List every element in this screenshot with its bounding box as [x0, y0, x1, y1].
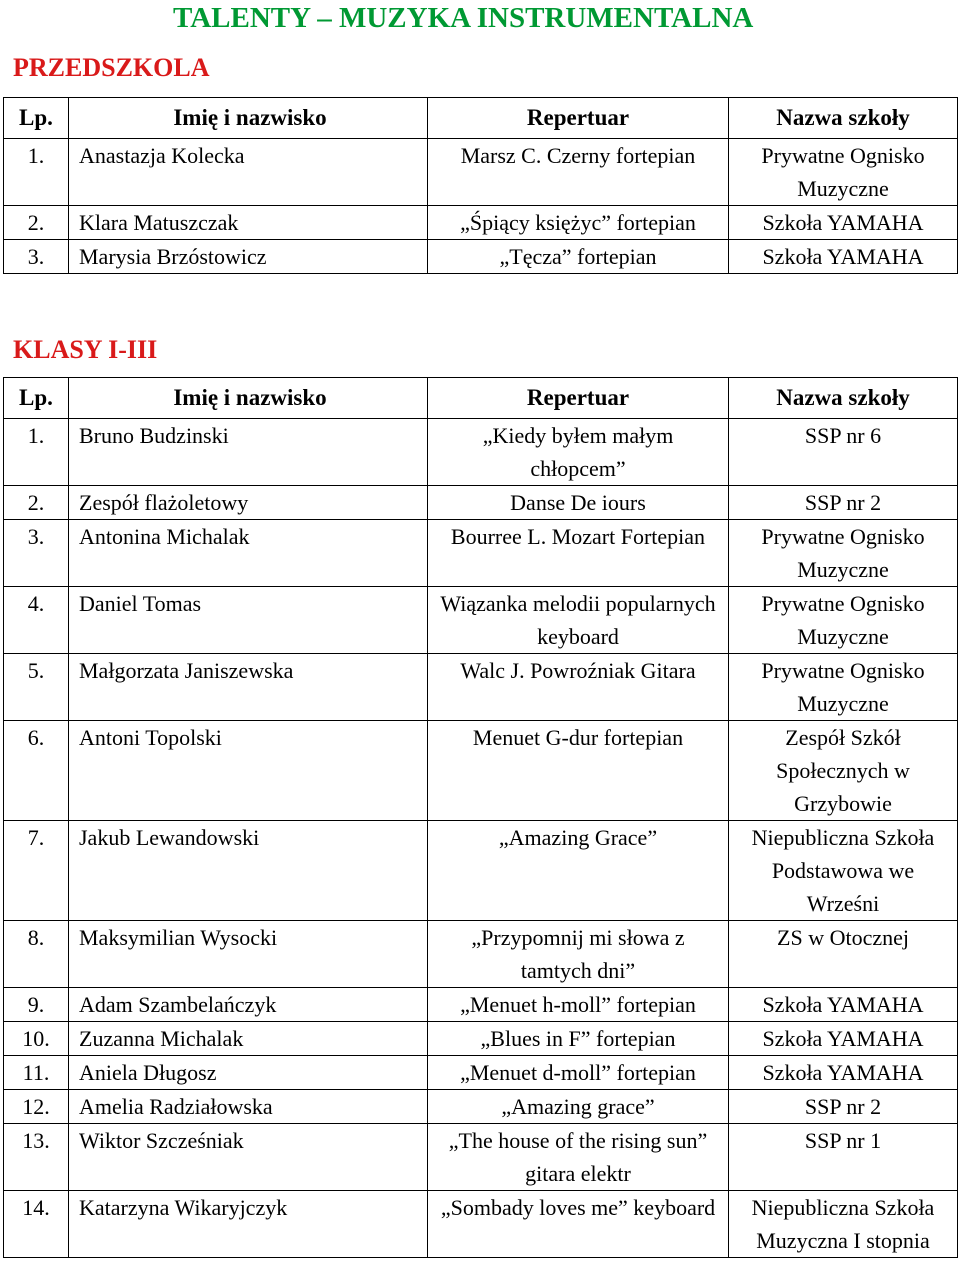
table-row [4, 1022, 958, 1056]
cell-name: Antoni Topolski [69, 721, 428, 821]
cell-school: Zespół Szkół Społecznych w Grzybowie [729, 721, 958, 821]
cell-repertoire: Wiązanka melodii popularnych keyboard [428, 587, 729, 654]
cell-lp: 7. [4, 821, 69, 921]
cell-name: Antonina Michalak [69, 520, 428, 587]
cell-repertoire: „Sombady loves me” keyboard [428, 1191, 729, 1258]
header-repertoire: Repertuar [428, 98, 729, 139]
cell-school: Szkoła YAMAHA [729, 988, 958, 1022]
table-row [4, 1090, 958, 1124]
cell-repertoire: „Kiedy byłem małym chłopcem” [428, 419, 729, 486]
cell-name: Anastazja Kolecka [69, 139, 428, 206]
cell-name: Katarzyna Wikaryjczyk [69, 1191, 428, 1258]
cell-lp: 12. [4, 1090, 69, 1124]
table-przedszkola [3, 97, 958, 274]
table-row [4, 206, 958, 240]
cell-name: Klara Matuszczak [69, 206, 428, 240]
cell-repertoire: „Tęcza” fortepian [428, 240, 729, 274]
header-name: Imię i nazwisko [69, 98, 428, 139]
cell-name: Daniel Tomas [69, 587, 428, 654]
table-row [4, 721, 958, 821]
cell-school: Prywatne Ognisko Muzyczne [729, 139, 958, 206]
cell-school: Prywatne Ognisko Muzyczne [729, 654, 958, 721]
cell-school: Prywatne Ognisko Muzyczne [729, 520, 958, 587]
cell-repertoire: „The house of the rising sun” gitara elektr [428, 1124, 729, 1191]
cell-school: SSP nr 6 [729, 419, 958, 486]
cell-repertoire: „Śpiący księżyc” fortepian [428, 206, 729, 240]
table-row [4, 139, 958, 206]
cell-lp: 5. [4, 654, 69, 721]
cell-school: ZS w Otocznej [729, 921, 958, 988]
cell-repertoire: Danse De iours [428, 486, 729, 520]
cell-school: Szkoła YAMAHA [729, 1056, 958, 1090]
cell-name: Bruno Budzinski [69, 419, 428, 486]
cell-repertoire: Marsz C. Czerny fortepian [428, 139, 729, 206]
cell-repertoire: Menuet G-dur fortepian [428, 721, 729, 821]
cell-repertoire: „Menuet d-moll” fortepian [428, 1056, 729, 1090]
cell-lp: 2. [4, 206, 69, 240]
cell-lp: 1. [4, 419, 69, 486]
cell-school: Szkoła YAMAHA [729, 240, 958, 274]
cell-repertoire: „Amazing grace” [428, 1090, 729, 1124]
table-body [4, 139, 958, 274]
cell-repertoire: Walc J. Powroźniak Gitara [428, 654, 729, 721]
cell-lp: 13. [4, 1124, 69, 1191]
cell-name: Marysia Brzóstowicz [69, 240, 428, 274]
cell-school: Szkoła YAMAHA [729, 206, 958, 240]
cell-repertoire: „Amazing Grace” [428, 821, 729, 921]
cell-school: Niepubliczna Szkoła Muzyczna I stopnia [729, 1191, 958, 1258]
table-row [4, 1056, 958, 1090]
table-body [4, 419, 958, 1258]
table-row [4, 821, 958, 921]
cell-school: SSP nr 1 [729, 1124, 958, 1191]
cell-name: Jakub Lewandowski [69, 821, 428, 921]
cell-lp: 3. [4, 520, 69, 587]
cell-lp: 11. [4, 1056, 69, 1090]
cell-lp: 6. [4, 721, 69, 821]
cell-lp: 1. [4, 139, 69, 206]
table-row [4, 1124, 958, 1191]
cell-school: Szkoła YAMAHA [729, 1022, 958, 1056]
cell-lp: 3. [4, 240, 69, 274]
table-row [4, 921, 958, 988]
cell-repertoire: Bourree L. Mozart Fortepian [428, 520, 729, 587]
table-row [4, 1191, 958, 1258]
cell-school: Niepubliczna Szkoła Podstawowa we Wrześni [729, 821, 958, 921]
header-school: Nazwa szkoły [729, 98, 958, 139]
header-school: Nazwa szkoły [729, 378, 958, 419]
cell-school: Prywatne Ognisko Muzyczne [729, 587, 958, 654]
table-klasy [3, 377, 958, 1258]
page-title: TALENTY – MUZYKA INSTRUMENTALNA [173, 2, 754, 34]
table-row [4, 988, 958, 1022]
cell-repertoire: „Blues in F” fortepian [428, 1022, 729, 1056]
cell-name: Małgorzata Janiszewska [69, 654, 428, 721]
cell-name: Wiktor Szcześniak [69, 1124, 428, 1191]
cell-school: SSP nr 2 [729, 1090, 958, 1124]
header-lp: Lp. [4, 378, 69, 419]
cell-repertoire: „Przypomnij mi słowa z tamtych dni” [428, 921, 729, 988]
cell-name: Adam Szambelańczyk [69, 988, 428, 1022]
cell-lp: 4. [4, 587, 69, 654]
table-row [4, 587, 958, 654]
cell-school: SSP nr 2 [729, 486, 958, 520]
cell-name: Zuzanna Michalak [69, 1022, 428, 1056]
cell-lp: 14. [4, 1191, 69, 1258]
cell-lp: 8. [4, 921, 69, 988]
section-title-klasy: KLASY I-III [13, 335, 158, 364]
cell-name: Aniela Długosz [69, 1056, 428, 1090]
cell-name: Zespół flażoletowy [69, 486, 428, 520]
cell-repertoire: „Menuet h-moll” fortepian [428, 988, 729, 1022]
header-repertoire: Repertuar [428, 378, 729, 419]
table-row [4, 240, 958, 274]
table-row [4, 419, 958, 486]
table-row [4, 654, 958, 721]
table-row [4, 486, 958, 520]
table-header-row [4, 98, 958, 139]
cell-name: Amelia Radziałowska [69, 1090, 428, 1124]
header-lp: Lp. [4, 98, 69, 139]
table-header-row [4, 378, 958, 419]
cell-lp: 2. [4, 486, 69, 520]
cell-lp: 9. [4, 988, 69, 1022]
section-title-przedszkola: PRZEDSZKOLA [13, 53, 210, 82]
cell-lp: 10. [4, 1022, 69, 1056]
table-row [4, 520, 958, 587]
cell-name: Maksymilian Wysocki [69, 921, 428, 988]
header-name: Imię i nazwisko [69, 378, 428, 419]
